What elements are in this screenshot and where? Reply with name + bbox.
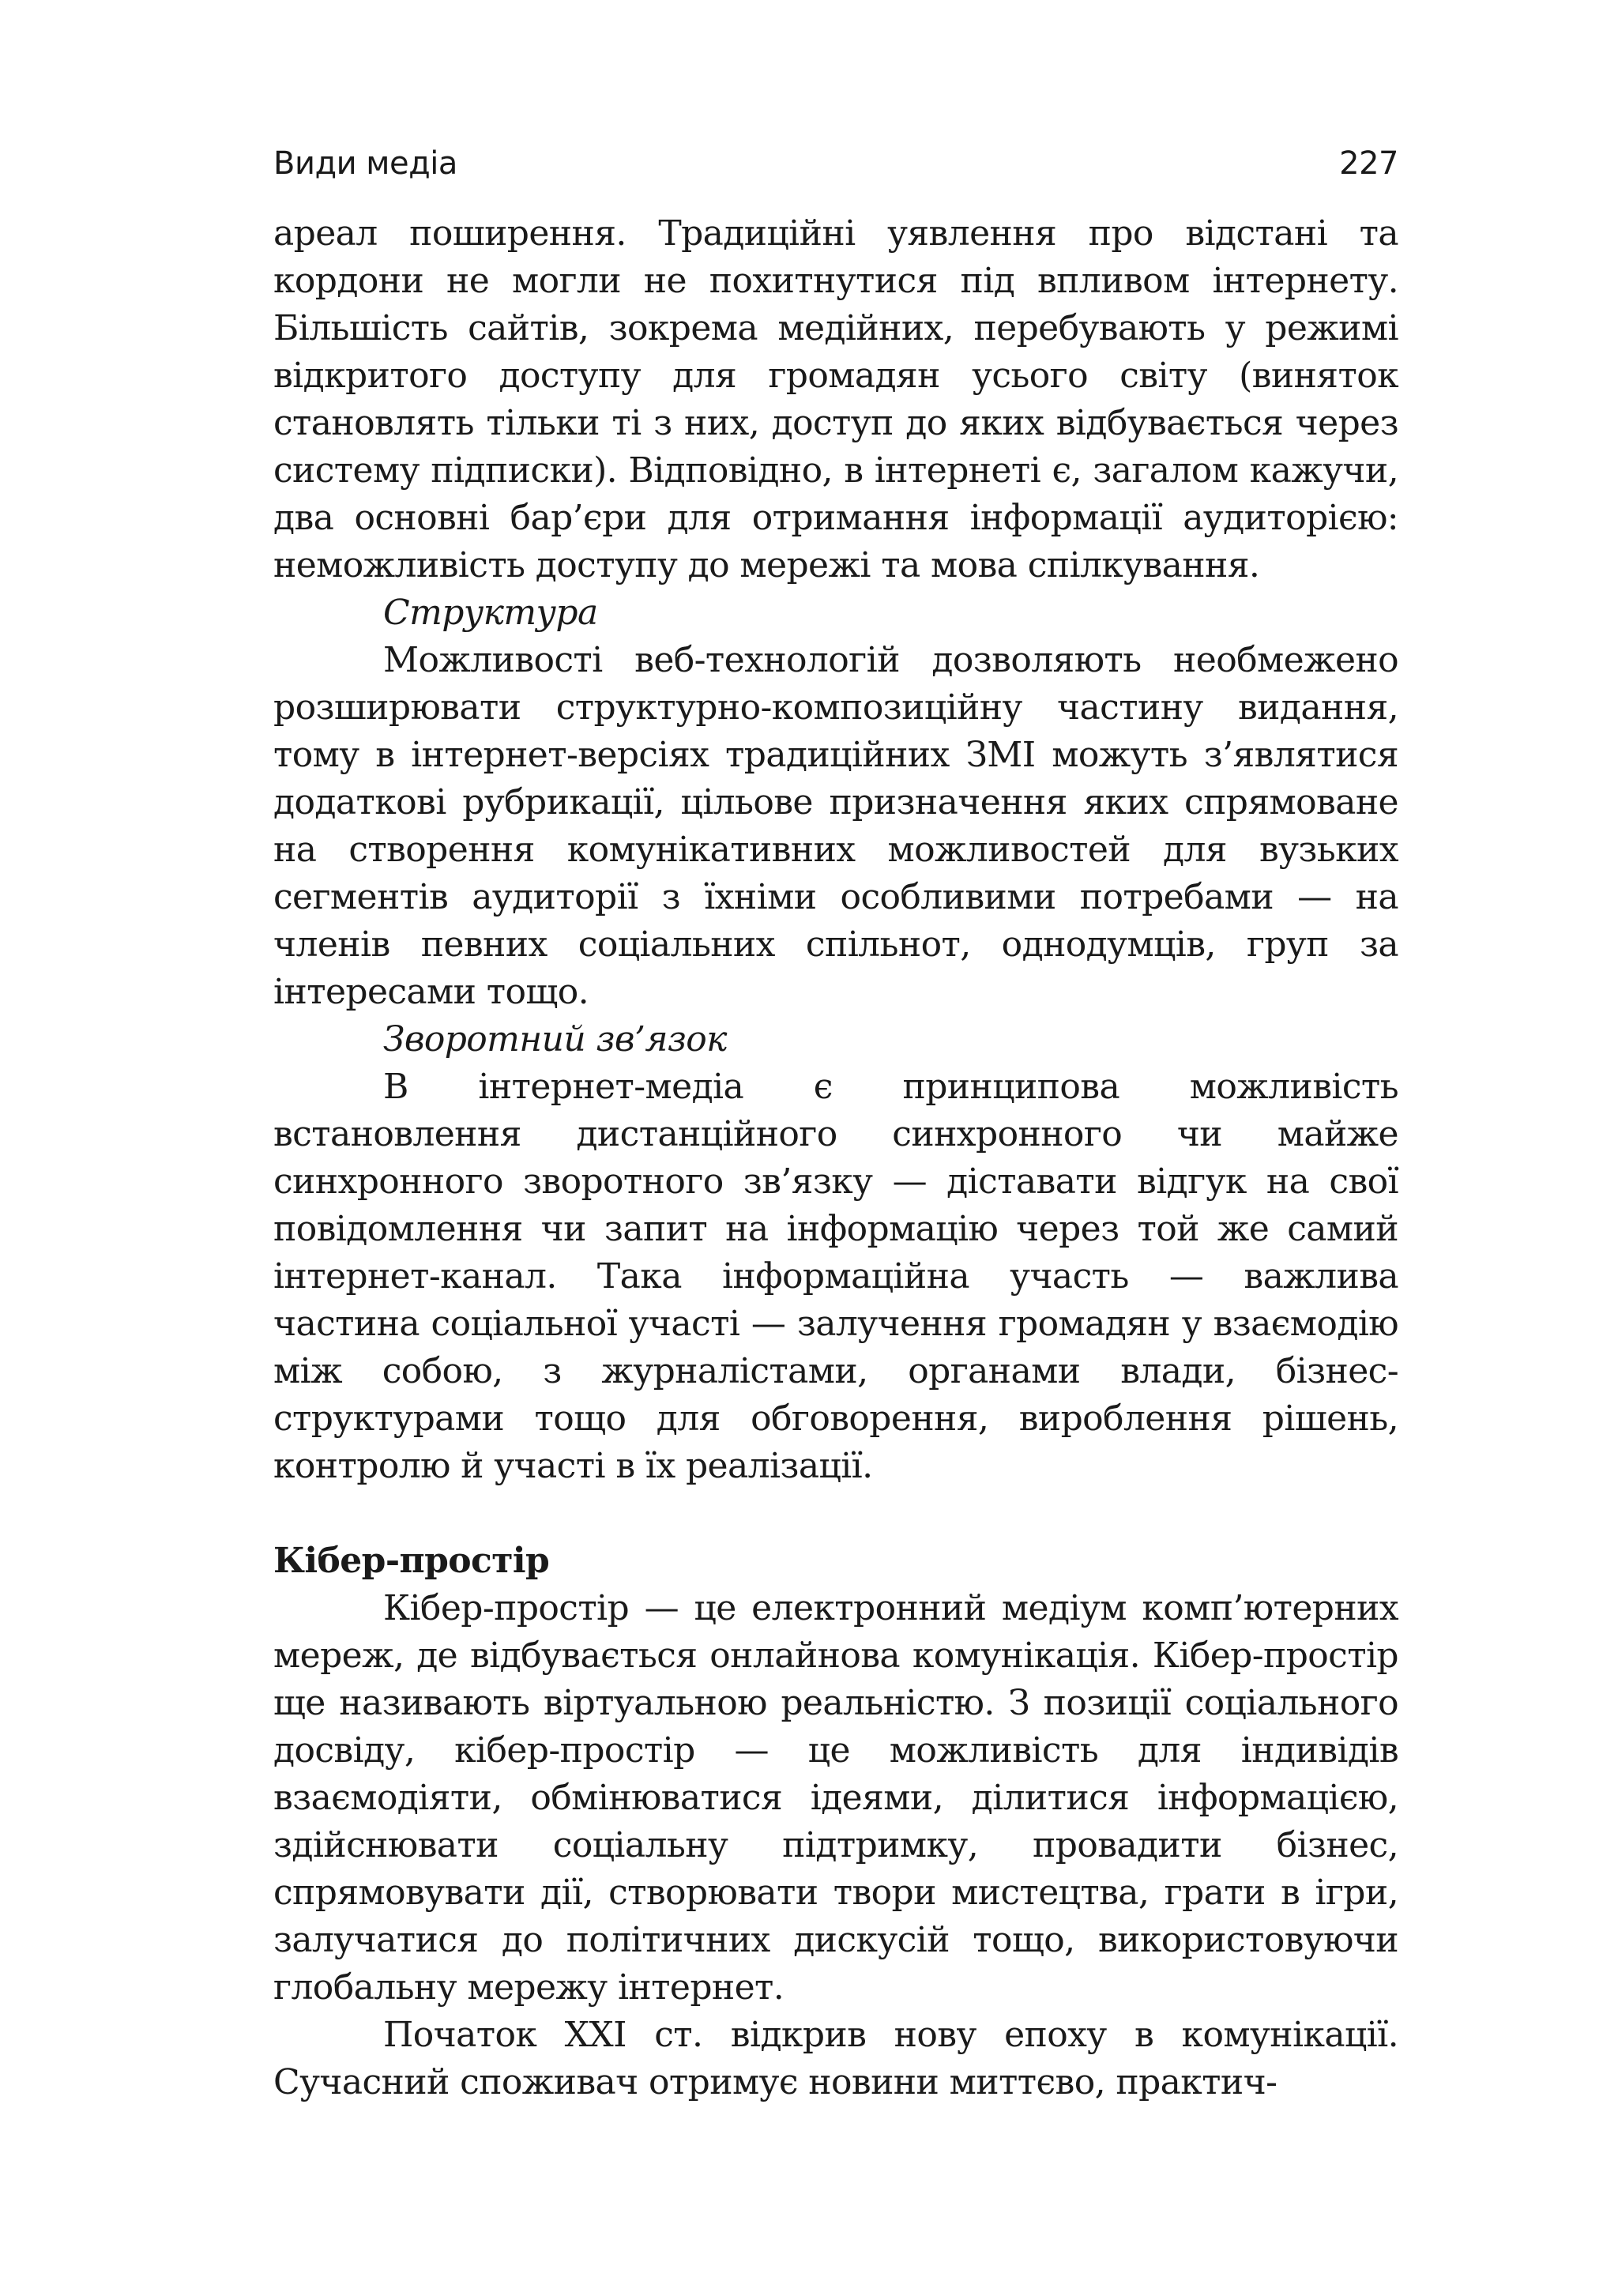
section-heading-cyberspace: Кібер-простір (273, 1541, 550, 1581)
running-head-title: Види медіа (273, 145, 457, 182)
page-body (273, 210, 1398, 2106)
paragraph-structure: Можливості веб-технологій дозволяють необмежено розширювати структурно-композиційну частину видання, тому в інтернет-версіях традиційних ЗМІ можуть з’являтися додаткові рубрикації, цільове призначення яких спрямоване на створення комунікативних можливостей для вузьких сегментів аудиторії з їхніми особливими потребами — на членів певних соціальних спільнот, однодумців, груп за інтересами тощо. (273, 640, 1398, 1012)
subheading-structure: Структура (383, 593, 598, 633)
paragraph-feedback: В інтернет-медіа є принципова можливість встановлення дистанційного синхронного чи майже синхронного зворотного зв’язку — діставати відгук на свої повідомлення чи запит на інформацію через той же самий інтернет-канал. Така інформаційна участь — важлива частина соціальної участі — залучення громадян у взаємодію між собою, з журналістами, органами влади, бізнес-структурами тощо для обговорення, вироблення рішень, контролю й участі в їх реалізації. (273, 1067, 1398, 1486)
paragraph-xxi-century: Початок XXI ст. відкрив нову епоху в комунікації. Сучасний споживач отримує новини миттєво, практич- (273, 2015, 1398, 2102)
running-header (273, 145, 1398, 193)
subheading-feedback: Зворотний зв’язок (383, 1019, 727, 1060)
paragraph-continued: ареал поширення. Традиційні уявлення про відстані та кордони не могли не похитнутися під впливом інтернету. Більшість сайтів, зокрема медійних, перебувають у режимі відкритого доступу для громадян усього світу (виняток становлять тільки ті з них, доступ до яких відбувається через систему підписки). Відповідно, в інтернеті є, загалом кажучи, два основні бар’єри для отримання інформації аудиторією: неможливість доступу до мережі та мова спілкування. (273, 213, 1398, 585)
paragraph-cyberspace: Кібер-простір — це електронний медіум комп’ютерних мереж, де відбувається онлайнова комунікація. Кібер-простір ще називають віртуальною реальністю. З позиції соціального досвіду, кібер-простір — це можливість для індивідів взаємодіяти, обмінюватися ідеями, ділитися інформацією, здійснювати соціальну підтримку, провадити бізнес, спрямовувати дії, створювати твори мистецтва, грати в ігри, залучатися до політичних дискусій тощо, використовуючи глобальну мережу інтернет. (273, 1588, 1398, 2008)
page-number: 227 (1339, 145, 1398, 182)
